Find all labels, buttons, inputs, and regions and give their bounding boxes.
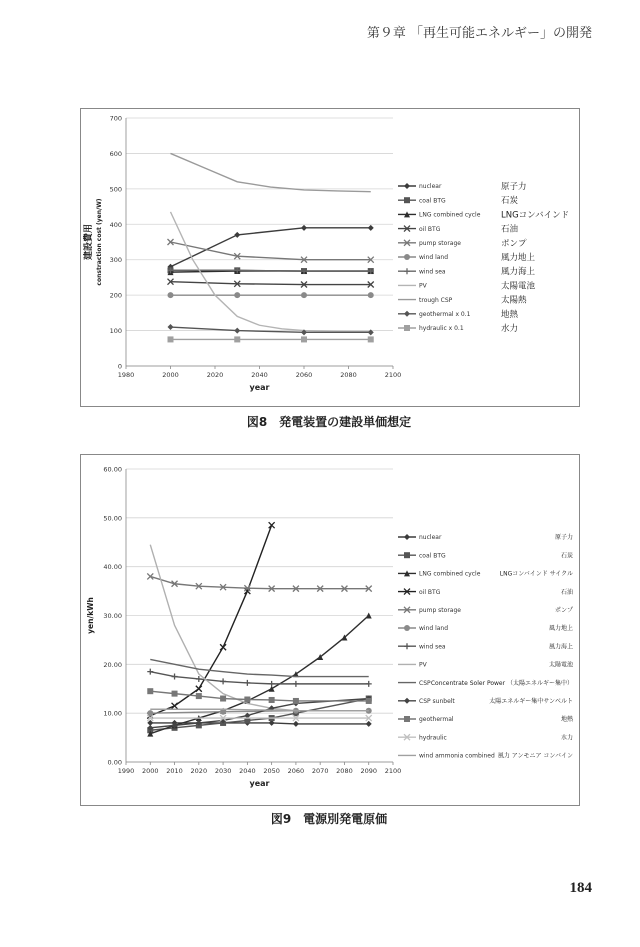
data-point bbox=[234, 328, 240, 334]
x-axis-label: year bbox=[249, 383, 270, 392]
legend-label: oil BTG bbox=[419, 225, 441, 233]
y-tick-label: 0 bbox=[117, 362, 122, 371]
legend-marker bbox=[404, 268, 410, 274]
y-tick-label: 50.00 bbox=[103, 514, 122, 523]
legend-label: PV bbox=[419, 282, 427, 290]
legend-entry bbox=[398, 715, 574, 723]
legend-label: wind land bbox=[419, 625, 449, 633]
legend-label: coal BTG bbox=[419, 552, 446, 560]
legend-marker bbox=[404, 716, 410, 722]
y-axis-label-jp: 建設費用 bbox=[84, 223, 94, 261]
legend-entry bbox=[398, 533, 573, 541]
legend-marker bbox=[404, 254, 410, 260]
x-tick-label: 1980 bbox=[117, 371, 135, 379]
legend-label: hydraulic x 0.1 bbox=[419, 325, 464, 333]
legend-entry bbox=[398, 588, 573, 596]
legend-entry bbox=[398, 181, 527, 192]
x-tick-label: 2080 bbox=[340, 371, 357, 379]
legend-label: pump storage bbox=[419, 240, 461, 247]
data-point bbox=[196, 676, 202, 682]
legend-label-jp: 風力地上 bbox=[548, 625, 573, 633]
data-point bbox=[244, 680, 250, 686]
series-geothermal-x-0-1 bbox=[168, 324, 374, 335]
x-axis-label: year bbox=[249, 779, 270, 788]
data-point bbox=[269, 681, 275, 687]
series-oil-btg bbox=[168, 279, 374, 288]
x-tick-label: 2090 bbox=[360, 767, 378, 775]
legend-label-jp: 太陽電池 bbox=[548, 661, 573, 669]
data-point bbox=[293, 681, 299, 687]
legend-label: wind land bbox=[419, 254, 449, 262]
legend-label: nuclear bbox=[419, 183, 442, 191]
legend-entry bbox=[398, 570, 573, 577]
y-tick-label: 0.00 bbox=[107, 758, 122, 767]
figure-8-caption: 図8 発電装置の建設単価想定 bbox=[246, 415, 412, 429]
data-point bbox=[196, 686, 202, 692]
legend-marker bbox=[404, 534, 410, 540]
legend-entry bbox=[398, 752, 573, 760]
legend-label: geothermal bbox=[419, 716, 454, 724]
data-point bbox=[234, 336, 240, 342]
series-line bbox=[171, 212, 371, 332]
legend-entry bbox=[398, 733, 573, 741]
legend-label: CSP sunbelt bbox=[419, 698, 455, 705]
series-line bbox=[171, 242, 371, 260]
data-point bbox=[293, 721, 299, 727]
series-pump-storage bbox=[168, 239, 374, 263]
data-point bbox=[172, 691, 178, 697]
legend-marker bbox=[404, 625, 410, 631]
y-tick-label: 30.00 bbox=[103, 612, 122, 620]
legend-entry bbox=[398, 195, 519, 206]
legend-label: wind sea bbox=[419, 643, 446, 651]
legend-entry bbox=[398, 624, 573, 632]
series-line bbox=[171, 228, 371, 267]
legend-marker bbox=[404, 643, 410, 649]
legend-label: PV bbox=[419, 661, 427, 669]
legend-label-jp: LNGコンバインド サイクル bbox=[499, 570, 573, 578]
legend-marker bbox=[404, 325, 410, 331]
legend-label-jp: ポンプ bbox=[554, 607, 573, 614]
generation-cost-chart bbox=[81, 455, 579, 805]
series-wind-land bbox=[168, 292, 374, 298]
legend-label-jp: 風力地上 bbox=[501, 253, 536, 263]
x-tick-label: 1990 bbox=[117, 767, 135, 775]
legend-entry bbox=[398, 551, 573, 559]
series-line bbox=[150, 576, 368, 588]
y-axis-label: yen/kWh bbox=[86, 597, 95, 634]
legend-entry bbox=[398, 661, 573, 669]
legend-label-jp: ポンプ bbox=[501, 238, 527, 249]
series-wind-ammonia-combined bbox=[150, 709, 368, 710]
data-point bbox=[147, 688, 153, 694]
legend-label-jp: Concentrate Soler Power （太陽エネルギー集中） bbox=[430, 679, 573, 687]
legend-label-jp: 石炭 bbox=[501, 196, 519, 207]
legend-label-jp: 水力 bbox=[560, 734, 573, 742]
x-tick-label: 2030 bbox=[214, 767, 232, 775]
data-point bbox=[269, 697, 275, 703]
series-pv bbox=[171, 212, 371, 332]
data-point bbox=[196, 693, 202, 699]
x-tick-label: 2050 bbox=[263, 767, 280, 775]
y-tick-label: 600 bbox=[109, 149, 122, 158]
x-tick-label: 2040 bbox=[251, 371, 268, 379]
legend-entry bbox=[398, 679, 573, 687]
series-line bbox=[171, 153, 371, 191]
legend-marker bbox=[404, 698, 410, 704]
data-point bbox=[168, 336, 174, 342]
legend-label: oil BTG bbox=[419, 588, 441, 596]
series-line bbox=[150, 659, 368, 676]
legend-label-jp: 風力海上 bbox=[548, 643, 573, 651]
x-tick-label: 2060 bbox=[287, 767, 305, 775]
legend-entry bbox=[398, 224, 519, 235]
legend-marker bbox=[404, 197, 410, 203]
legend-label-jp: 太陽電池 bbox=[501, 281, 536, 292]
legend-label-jp: 原子力 bbox=[501, 182, 527, 192]
data-point bbox=[172, 703, 178, 709]
x-tick-label: 2000 bbox=[141, 767, 159, 775]
legend-marker bbox=[404, 183, 410, 189]
y-tick-label: 200 bbox=[109, 291, 122, 300]
series-line bbox=[150, 672, 368, 684]
legend-entry bbox=[398, 607, 573, 614]
data-point bbox=[368, 292, 374, 298]
legend-label: geothermal x 0.1 bbox=[419, 311, 471, 318]
legend-label: pump storage bbox=[419, 607, 461, 614]
legend-entry bbox=[398, 323, 518, 334]
x-tick-label: 2070 bbox=[311, 767, 329, 775]
x-tick-label: 2040 bbox=[239, 767, 256, 775]
legend-entry bbox=[398, 642, 573, 650]
legend-entry bbox=[398, 295, 527, 306]
legend-label-jp: 石炭 bbox=[560, 552, 573, 560]
legend-label: LNG combined cycle bbox=[419, 570, 481, 578]
series-pump-storage bbox=[147, 573, 371, 591]
y-tick-label: 100 bbox=[109, 327, 122, 336]
data-point bbox=[234, 232, 240, 238]
legend-entry bbox=[398, 309, 519, 320]
legend-label: nuclear bbox=[419, 534, 442, 542]
data-point bbox=[366, 681, 372, 687]
y-tick-label: 500 bbox=[109, 185, 122, 194]
x-tick-label: 2080 bbox=[336, 767, 353, 775]
data-point bbox=[147, 669, 153, 675]
data-point bbox=[366, 721, 372, 727]
data-point bbox=[301, 292, 307, 298]
data-point bbox=[234, 292, 240, 298]
data-point bbox=[293, 698, 299, 704]
legend-label: LNG combined cycle bbox=[419, 211, 481, 219]
legend-label-jp: 石油 bbox=[560, 588, 573, 596]
legend-label: CSP bbox=[419, 679, 431, 687]
series-oil-btg bbox=[147, 522, 274, 718]
legend-label-jp: 石油 bbox=[501, 224, 519, 235]
series-line bbox=[171, 282, 371, 285]
figure-9-caption: 図9 電源別発電原価 bbox=[270, 812, 388, 826]
legend-label-jp: 原子力 bbox=[554, 534, 573, 542]
data-point bbox=[244, 696, 250, 702]
series-line bbox=[150, 699, 368, 731]
series-wind-sea bbox=[147, 669, 371, 687]
figure-construction-cost bbox=[80, 108, 580, 407]
legend-label-jp: 太陽熱 bbox=[501, 295, 527, 306]
legend-label-jp: 地熱 bbox=[501, 309, 519, 320]
series-line bbox=[150, 525, 271, 715]
data-point bbox=[168, 324, 174, 330]
data-point bbox=[301, 336, 307, 342]
legend-entry bbox=[398, 252, 536, 263]
construction-cost-chart bbox=[81, 109, 579, 406]
data-point bbox=[269, 522, 275, 528]
x-tick-label: 2000 bbox=[162, 371, 179, 379]
legend-label: wind sea bbox=[419, 268, 446, 276]
y-axis-label: constraction cost (yen/W) bbox=[96, 198, 103, 286]
data-point bbox=[368, 225, 374, 231]
series-hydraulic bbox=[147, 715, 371, 721]
y-tick-label: 10.00 bbox=[103, 709, 122, 718]
x-tick-label: 2020 bbox=[206, 371, 224, 379]
legend-marker bbox=[404, 552, 410, 558]
data-point bbox=[301, 225, 307, 231]
series-line bbox=[150, 709, 368, 710]
series-pv bbox=[150, 545, 368, 711]
legend-entry bbox=[398, 266, 536, 277]
legend-label: trough CSP bbox=[419, 296, 453, 304]
legend-entry bbox=[398, 210, 569, 220]
data-point bbox=[220, 678, 226, 684]
x-tick-label: 2010 bbox=[166, 767, 183, 775]
x-tick-label: 2100 bbox=[384, 767, 402, 775]
legend-label-jp: 太陽エネルギー集中サンベルト bbox=[489, 698, 573, 705]
series-trough-csp bbox=[171, 153, 371, 191]
data-point bbox=[220, 696, 226, 702]
legend-marker bbox=[404, 311, 410, 317]
x-tick-label: 2100 bbox=[384, 371, 402, 379]
legend-label-jp: 地熱 bbox=[560, 716, 573, 724]
data-point bbox=[168, 292, 174, 298]
y-tick-label: 60.00 bbox=[103, 465, 122, 474]
legend-entry bbox=[398, 280, 536, 291]
data-point bbox=[366, 698, 372, 704]
x-tick-label: 2020 bbox=[190, 767, 208, 775]
series-line bbox=[150, 545, 368, 711]
legend-label-jp: 風力 アンモニア コンバイン bbox=[497, 752, 573, 760]
data-point bbox=[172, 674, 178, 680]
data-point bbox=[220, 644, 226, 650]
legend-label-jp: 風力海上 bbox=[501, 267, 536, 278]
y-tick-label: 40.00 bbox=[103, 563, 122, 572]
series-csp bbox=[150, 659, 368, 676]
legend-label-jp: 水力 bbox=[501, 324, 519, 334]
y-tick-label: 400 bbox=[109, 220, 122, 229]
legend-label: wind ammonia combined bbox=[419, 752, 495, 760]
legend-label: coal BTG bbox=[419, 197, 446, 205]
y-tick-label: 20.00 bbox=[103, 660, 122, 669]
x-tick-label: 2060 bbox=[295, 371, 313, 379]
y-tick-label: 300 bbox=[109, 256, 122, 265]
series-hydraulic-x-0-1 bbox=[168, 336, 374, 342]
y-tick-label: 700 bbox=[109, 114, 122, 123]
legend-label-jp: LNGコンバインド bbox=[501, 210, 570, 221]
chapter-header: 第９章 「再生可能エネルギー」の開発 bbox=[366, 26, 592, 41]
figure-generation-cost bbox=[80, 454, 580, 806]
legend-entry bbox=[398, 239, 527, 249]
data-point bbox=[368, 336, 374, 342]
legend-label: hydraulic bbox=[419, 734, 447, 742]
page-number: 184 bbox=[569, 880, 592, 896]
legend-entry bbox=[398, 697, 573, 705]
